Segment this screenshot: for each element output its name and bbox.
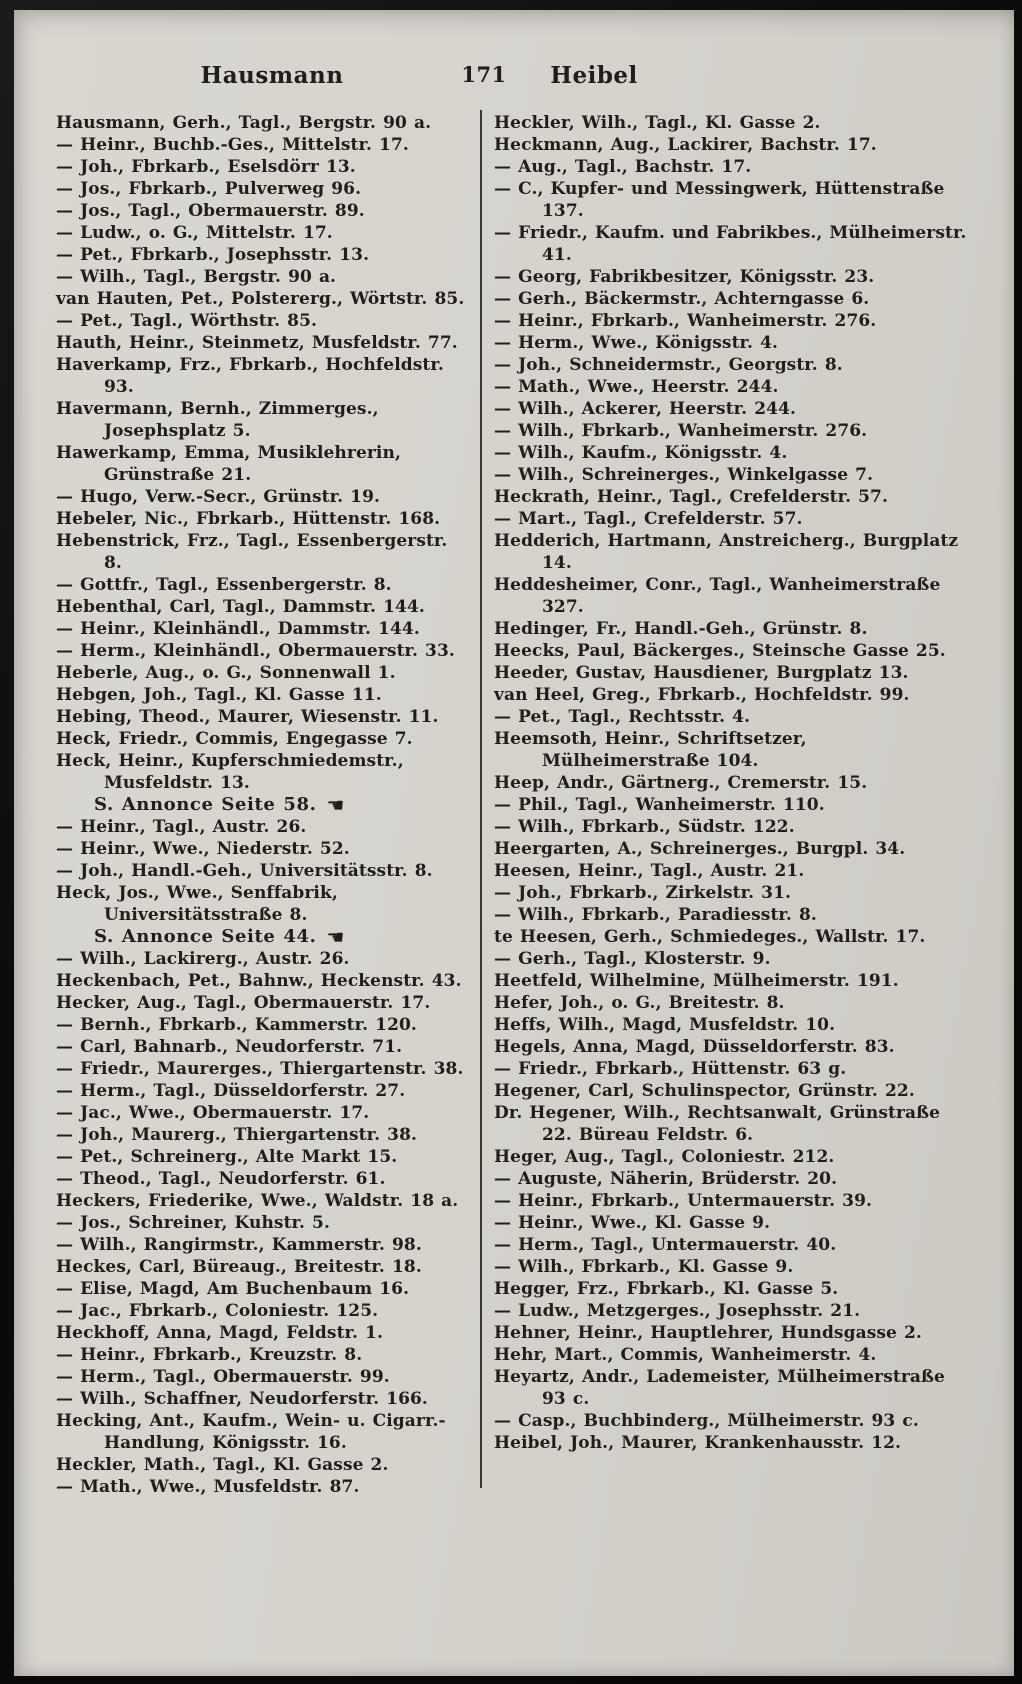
directory-entry: — Friedr., Maurerges., Thiergartenstr. 38. [56, 1059, 464, 1079]
directory-entry: — Herm., Tagl., Düsseldorferstr. 27. [56, 1081, 406, 1101]
directory-entry: — Georg, Fabrikbesitzer, Königsstr. 23. [494, 267, 875, 287]
directory-entry: Hauth, Heinr., Steinmetz, Musfeldstr. 77. [56, 333, 458, 353]
directory-entry: Hehr, Mart., Commis, Wanheimerstr. 4. [494, 1345, 877, 1365]
directory-entry: — C., Kupfer- und Messingwerk, Hüttenstraße 137. [494, 179, 945, 221]
annonce-note: S. Annonce Seite 58. ☚ [94, 793, 345, 817]
directory-entry: — Heinr., Fbrkarb., Untermauerstr. 39. [494, 1191, 873, 1211]
directory-entry: Heckrath, Heinr., Tagl., Crefelderstr. 57. [494, 487, 888, 507]
directory-entry: — Gerh., Bäckermstr., Achterngasse 6. [494, 289, 870, 309]
directory-entry: — Heinr., Fbrkarb., Wanheimerstr. 276. [494, 311, 877, 331]
directory-entry: — Herm., Tagl., Obermauerstr. 99. [56, 1367, 390, 1387]
directory-entry: — Joh., Handl.-Geh., Universitätsstr. 8. [56, 861, 433, 881]
directory-entry: Hegels, Anna, Magd, Düsseldorferstr. 83. [494, 1037, 895, 1057]
directory-entry: — Bernh., Fbrkarb., Kammerstr. 120. [56, 1015, 417, 1035]
directory-entry: — Joh., Maurerg., Thiergartenstr. 38. [56, 1125, 418, 1145]
directory-entry: — Wilh., Lackirerg., Austr. 26. [56, 949, 350, 969]
directory-entry: Heergarten, A., Schreinerges., Burgpl. 34. [494, 839, 906, 859]
directory-entry: — Mart., Tagl., Crefelderstr. 57. [494, 509, 803, 529]
directory-entry: Hegger, Frz., Fbrkarb., Kl. Gasse 5. [494, 1279, 839, 1299]
directory-entry: — Pet., Schreinerg., Alte Markt 15. [56, 1147, 398, 1167]
directory-entry: Hehner, Heinr., Hauptlehrer, Hundsgasse 2. [494, 1323, 922, 1343]
directory-entry: — Friedr., Kaufm. und Fabrikbes., Mülheimerstr. 41. [494, 223, 967, 265]
page-number: 171 [461, 62, 507, 87]
directory-entry: Heddesheimer, Conr., Tagl., Wanheimerstraße 327. [494, 575, 941, 617]
directory-entry: — Wilh., Fbrkarb., Paradiesstr. 8. [494, 905, 817, 925]
directory-entry: Heecks, Paul, Bäckerges., Steinsche Gasse 25. [494, 641, 946, 661]
directory-entry: Heckmann, Aug., Lackirer, Bachstr. 17. [494, 135, 877, 155]
column-divider [480, 110, 482, 1488]
directory-entry: — Pet., Tagl., Wörthstr. 85. [56, 311, 318, 331]
directory-entry: — Herm., Wwe., Königsstr. 4. [494, 333, 779, 353]
directory-entry: Heckler, Wilh., Tagl., Kl. Gasse 2. [494, 113, 821, 133]
directory-entry: Hebenstrick, Frz., Tagl., Essenbergerstr. 8. [56, 531, 448, 573]
running-head-right-title: Heibel [550, 62, 638, 89]
directory-entry: Hebenthal, Carl, Tagl., Dammstr. 144. [56, 597, 425, 617]
directory-entry: — Wilh., Rangirmstr., Kammerstr. 98. [56, 1235, 422, 1255]
directory-entry: Heckhoff, Anna, Magd, Feldstr. 1. [56, 1323, 384, 1343]
directory-entry: — Wilh., Tagl., Bergstr. 90 a. [56, 267, 337, 287]
directory-entry: — Jac., Wwe., Obermauerstr. 17. [56, 1103, 370, 1123]
directory-entry: Hedderich, Hartmann, Anstreicherg., Burgplatz 14. [494, 531, 959, 573]
left-column-entries [56, 112, 470, 1498]
directory-entry: — Gottfr., Tagl., Essenbergerstr. 8. [56, 575, 392, 595]
directory-entry: Heck, Heinr., Kupferschmiedemstr., Musfeldstr. 13. [56, 751, 404, 793]
directory-entry: Heckler, Math., Tagl., Kl. Gasse 2. [56, 1455, 389, 1475]
manicule-icon: ☚ [326, 793, 345, 817]
directory-entry: — Pet., Tagl., Rechtsstr. 4. [494, 707, 751, 727]
directory-entry: Heckers, Friederike, Wwe., Waldstr. 18 a. [56, 1191, 459, 1211]
directory-entry: — Phil., Tagl., Wanheimerstr. 110. [494, 795, 825, 815]
directory-entry: Hecker, Aug., Tagl., Obermauerstr. 17. [56, 993, 431, 1013]
running-head [14, 62, 1014, 92]
directory-entry: Heep, Andr., Gärtnerg., Cremerstr. 15. [494, 773, 868, 793]
directory-entry: Heckenbach, Pet., Bahnw., Heckenstr. 43. [56, 971, 462, 991]
directory-entry: Heibel, Joh., Maurer, Krankenhausstr. 12. [494, 1433, 902, 1453]
directory-entry: Hawerkamp, Emma, Musiklehrerin, Grünstraße 21. [56, 443, 401, 485]
directory-entry: te Heesen, Gerh., Schmiedeges., Wallstr. 17. [494, 927, 926, 947]
directory-entry: — Wilh., Fbrkarb., Kl. Gasse 9. [494, 1257, 794, 1277]
directory-entry: — Friedr., Fbrkarb., Hüttenstr. 63 g. [494, 1059, 847, 1079]
directory-entry: — Auguste, Näherin, Brüderstr. 20. [494, 1169, 838, 1189]
directory-entry: Hebeler, Nic., Fbrkarb., Hüttenstr. 168. [56, 509, 441, 529]
directory-entry: Heesen, Heinr., Tagl., Austr. 21. [494, 861, 805, 881]
directory-entry: Hegener, Carl, Schulinspector, Grünstr. 22. [494, 1081, 915, 1101]
directory-entry: — Heinr., Buchb.-Ges., Mittelstr. 17. [56, 135, 409, 155]
directory-entry: — Pet., Fbrkarb., Josephsstr. 13. [56, 245, 370, 265]
directory-entry: Hefer, Joh., o. G., Breitestr. 8. [494, 993, 785, 1013]
directory-entry: Hedinger, Fr., Handl.-Geh., Grünstr. 8. [494, 619, 868, 639]
running-head-left-title: Hausmann [200, 62, 344, 89]
manicule-icon: ☚ [326, 925, 345, 949]
directory-entry: Hecking, Ant., Kaufm., Wein- u. Cigarr.-Handlung, Königsstr. 16. [56, 1411, 446, 1453]
directory-entry: — Jac., Fbrkarb., Coloniestr. 125. [56, 1301, 379, 1321]
directory-entry: Heck, Jos., Wwe., Senffabrik, Universitätsstraße 8. [56, 883, 338, 925]
directory-entry: — Wilh., Fbrkarb., Südstr. 122. [494, 817, 795, 837]
directory-entry: — Wilh., Schaffner, Neudorferstr. 166. [56, 1389, 428, 1409]
directory-entry: Heberle, Aug., o. G., Sonnenwall 1. [56, 663, 396, 683]
directory-entry: Hebgen, Joh., Tagl., Kl. Gasse 11. [56, 685, 382, 705]
directory-entry: — Jos., Fbrkarb., Pulverweg 96. [56, 179, 362, 199]
directory-entry: — Carl, Bahnarb., Neudorferstr. 71. [56, 1037, 403, 1057]
directory-entry: — Heinr., Wwe., Niederstr. 52. [56, 839, 350, 859]
directory-entry: — Herm., Kleinhändl., Obermauerstr. 33. [56, 641, 455, 661]
directory-entry: Heger, Aug., Tagl., Coloniestr. 212. [494, 1147, 835, 1167]
directory-entry: — Wilh., Kaufm., Königsstr. 4. [494, 443, 788, 463]
directory-entry: Heckes, Carl, Büreaug., Breitestr. 18. [56, 1257, 422, 1277]
directory-entry: — Heinr., Tagl., Austr. 26. [56, 817, 307, 837]
directory-entry: — Jos., Tagl., Obermauerstr. 89. [56, 201, 365, 221]
directory-entry: — Joh., Fbrkarb., Zirkelstr. 31. [494, 883, 792, 903]
directory-entry: Hausmann, Gerh., Tagl., Bergstr. 90 a. [56, 113, 432, 133]
directory-entry: — Heinr., Kleinhändl., Dammstr. 144. [56, 619, 420, 639]
directory-entry: Heyartz, Andr., Lademeister, Mülheimerstraße 93 c. [494, 1367, 945, 1409]
directory-entry: — Elise, Magd, Am Buchenbaum 16. [56, 1279, 410, 1299]
directory-entry: — Heinr., Fbrkarb., Kreuzstr. 8. [56, 1345, 363, 1365]
directory-entry: Havermann, Bernh., Zimmerges., Josephsplatz 5. [56, 399, 379, 441]
directory-entry: — Ludw., o. G., Mittelstr. 17. [56, 223, 333, 243]
directory-entry: — Casp., Buchbinderg., Mülheimerstr. 93 c. [494, 1411, 919, 1431]
right-column-entries [494, 112, 968, 1454]
directory-entry: Heetfeld, Wilhelmine, Mülheimerstr. 191. [494, 971, 899, 991]
directory-entry: — Hugo, Verw.-Secr., Grünstr. 19. [56, 487, 381, 507]
directory-entry: — Wilh., Schreinerges., Winkelgasse 7. [494, 465, 874, 485]
directory-entry: Heeder, Gustav, Hausdiener, Burgplatz 13. [494, 663, 909, 683]
directory-entry: — Wilh., Fbrkarb., Wanheimerstr. 276. [494, 421, 868, 441]
directory-entry: — Joh., Schneidermstr., Georgstr. 8. [494, 355, 843, 375]
directory-entry: — Math., Wwe., Heerstr. 244. [494, 377, 779, 397]
directory-entry: van Hauten, Pet., Polstererg., Wörtstr. 85. [56, 289, 465, 309]
directory-entry: Heck, Friedr., Commis, Engegasse 7. [56, 729, 413, 749]
directory-entry: — Math., Wwe., Musfeldstr. 87. [56, 1477, 360, 1497]
directory-entry: Heemsoth, Heinr., Schriftsetzer, Mülheimerstraße 104. [494, 729, 807, 771]
directory-entry: — Joh., Fbrkarb., Eselsdörr 13. [56, 157, 356, 177]
directory-entry: — Aug., Tagl., Bachstr. 17. [494, 157, 752, 177]
directory-entry: — Ludw., Metzgerges., Josephsstr. 21. [494, 1301, 861, 1321]
directory-entry: — Herm., Tagl., Untermauerstr. 40. [494, 1235, 837, 1255]
directory-page [14, 10, 1014, 1676]
directory-entry: Haverkamp, Frz., Fbrkarb., Hochfeldstr. 93. [56, 355, 444, 397]
directory-entry: Hebing, Theod., Maurer, Wiesenstr. 11. [56, 707, 439, 727]
directory-entry: — Gerh., Tagl., Klosterstr. 9. [494, 949, 771, 969]
directory-entry: Heffs, Wilh., Magd, Musfeldstr. 10. [494, 1015, 836, 1035]
directory-entry: — Jos., Schreiner, Kuhstr. 5. [56, 1213, 331, 1233]
directory-entry: — Heinr., Wwe., Kl. Gasse 9. [494, 1213, 771, 1233]
directory-entry: van Heel, Greg., Fbrkarb., Hochfeldstr. 99. [494, 685, 910, 705]
directory-entry: — Wilh., Ackerer, Heerstr. 244. [494, 399, 797, 419]
directory-entry: Dr. Hegener, Wilh., Rechtsanwalt, Grünstraße 22. Büreau Feldstr. 6. [494, 1103, 941, 1145]
directory-entry: — Theod., Tagl., Neudorferstr. 61. [56, 1169, 386, 1189]
annonce-note: S. Annonce Seite 44. ☚ [94, 925, 345, 949]
